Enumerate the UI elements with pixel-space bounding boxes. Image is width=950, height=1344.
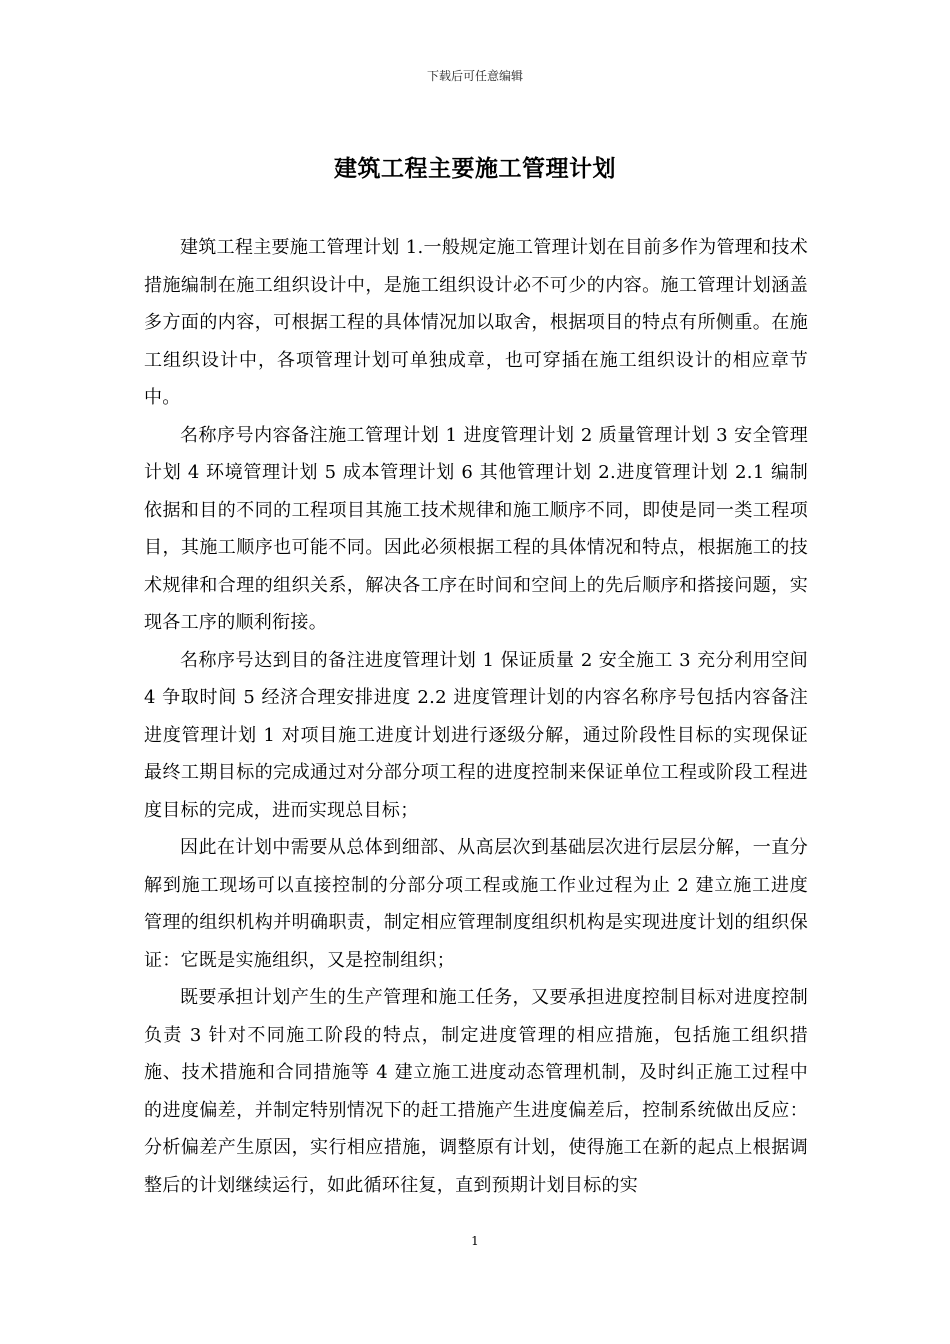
paragraph: 建筑工程主要施工管理计划 1.一般规定施工管理计划在目前多作为管理和技术措施编制在施工组织设计中，是施工组织设计必不可少的内容。施工管理计划涵盖多方面的内容，可根据工程的具体情况加以取舍，根据项目的特点有所侧重。在施工组织设计中，各项管理计划可单独成章，也可穿插在施工组织设计的相应章节中。 [144,237,808,408]
page-number: 1 [471,1234,479,1248]
paragraph: 名称序号内容备注施工管理计划 1 进度管理计划 2 质量管理计划 3 安全管理计划 4 环境管理计划 5 成本管理计划 6 其他管理计划 2.进度管理计划 2.1 编制依据和目的不同的工程项目其施工技术规律和施工顺序不同，即使是同一类工程项目，其施工顺序也可能不同。因此必须根据工程的具体情况和特点，根据施工的技术规律和合理的组织关系，解决各工序在时间和空间上的先后顺序和搭接问题，实现各工序的顺利衔接。 [144,424,808,633]
document-title: 建筑工程主要施工管理计划 [334,155,616,182]
header-note: 下载后可任意编辑 [426,69,523,83]
paragraph: 因此在计划中需要从总体到细部、从高层次到基础层次进行层层分解，一直分解到施工现场可以直接控制的分部分项工程或施工作业过程为止 2 建立施工进度管理的组织机构并明确职责，制定相应管理制度组织机构是实现进度计划的组织保证：它既是实施组织，又是控制组织； [144,837,808,971]
paragraph: 名称序号达到目的备注进度管理计划 1 保证质量 2 安全施工 3 充分利用空间 4 争取时间 5 经济合理安排进度 2.2 进度管理计划的内容名称序号包括内容备注进度管理计划 1 对项目施工进度计划进行逐级分解，通过阶段性目标的实现保证最终工期目标的完成通过对分部分项工程的进度控制来保证单位工程或阶段工程进度目标的完成，进而实现总目标； [144,649,808,821]
document-body [144,229,808,1204]
paragraph: 既要承担计划产生的生产管理和施工任务，又要承担进度控制目标对进度控制负责 3 针对不同施工阶段的特点，制定进度管理的相应措施，包括施工组织措施、技术措施和合同措施等 4 建立施工进度动态管理机制，及时纠正施工过程中的进度偏差，并制定特别情况下的赶工措施产生进度偏差后，控制系统做出反应：分析偏差产生原因，实行相应措施，调整原有计划，使得施工在新的起点上根据调整后的计划继续运行，如此循环往复，直到预期计划目标的实 [144,987,808,1196]
